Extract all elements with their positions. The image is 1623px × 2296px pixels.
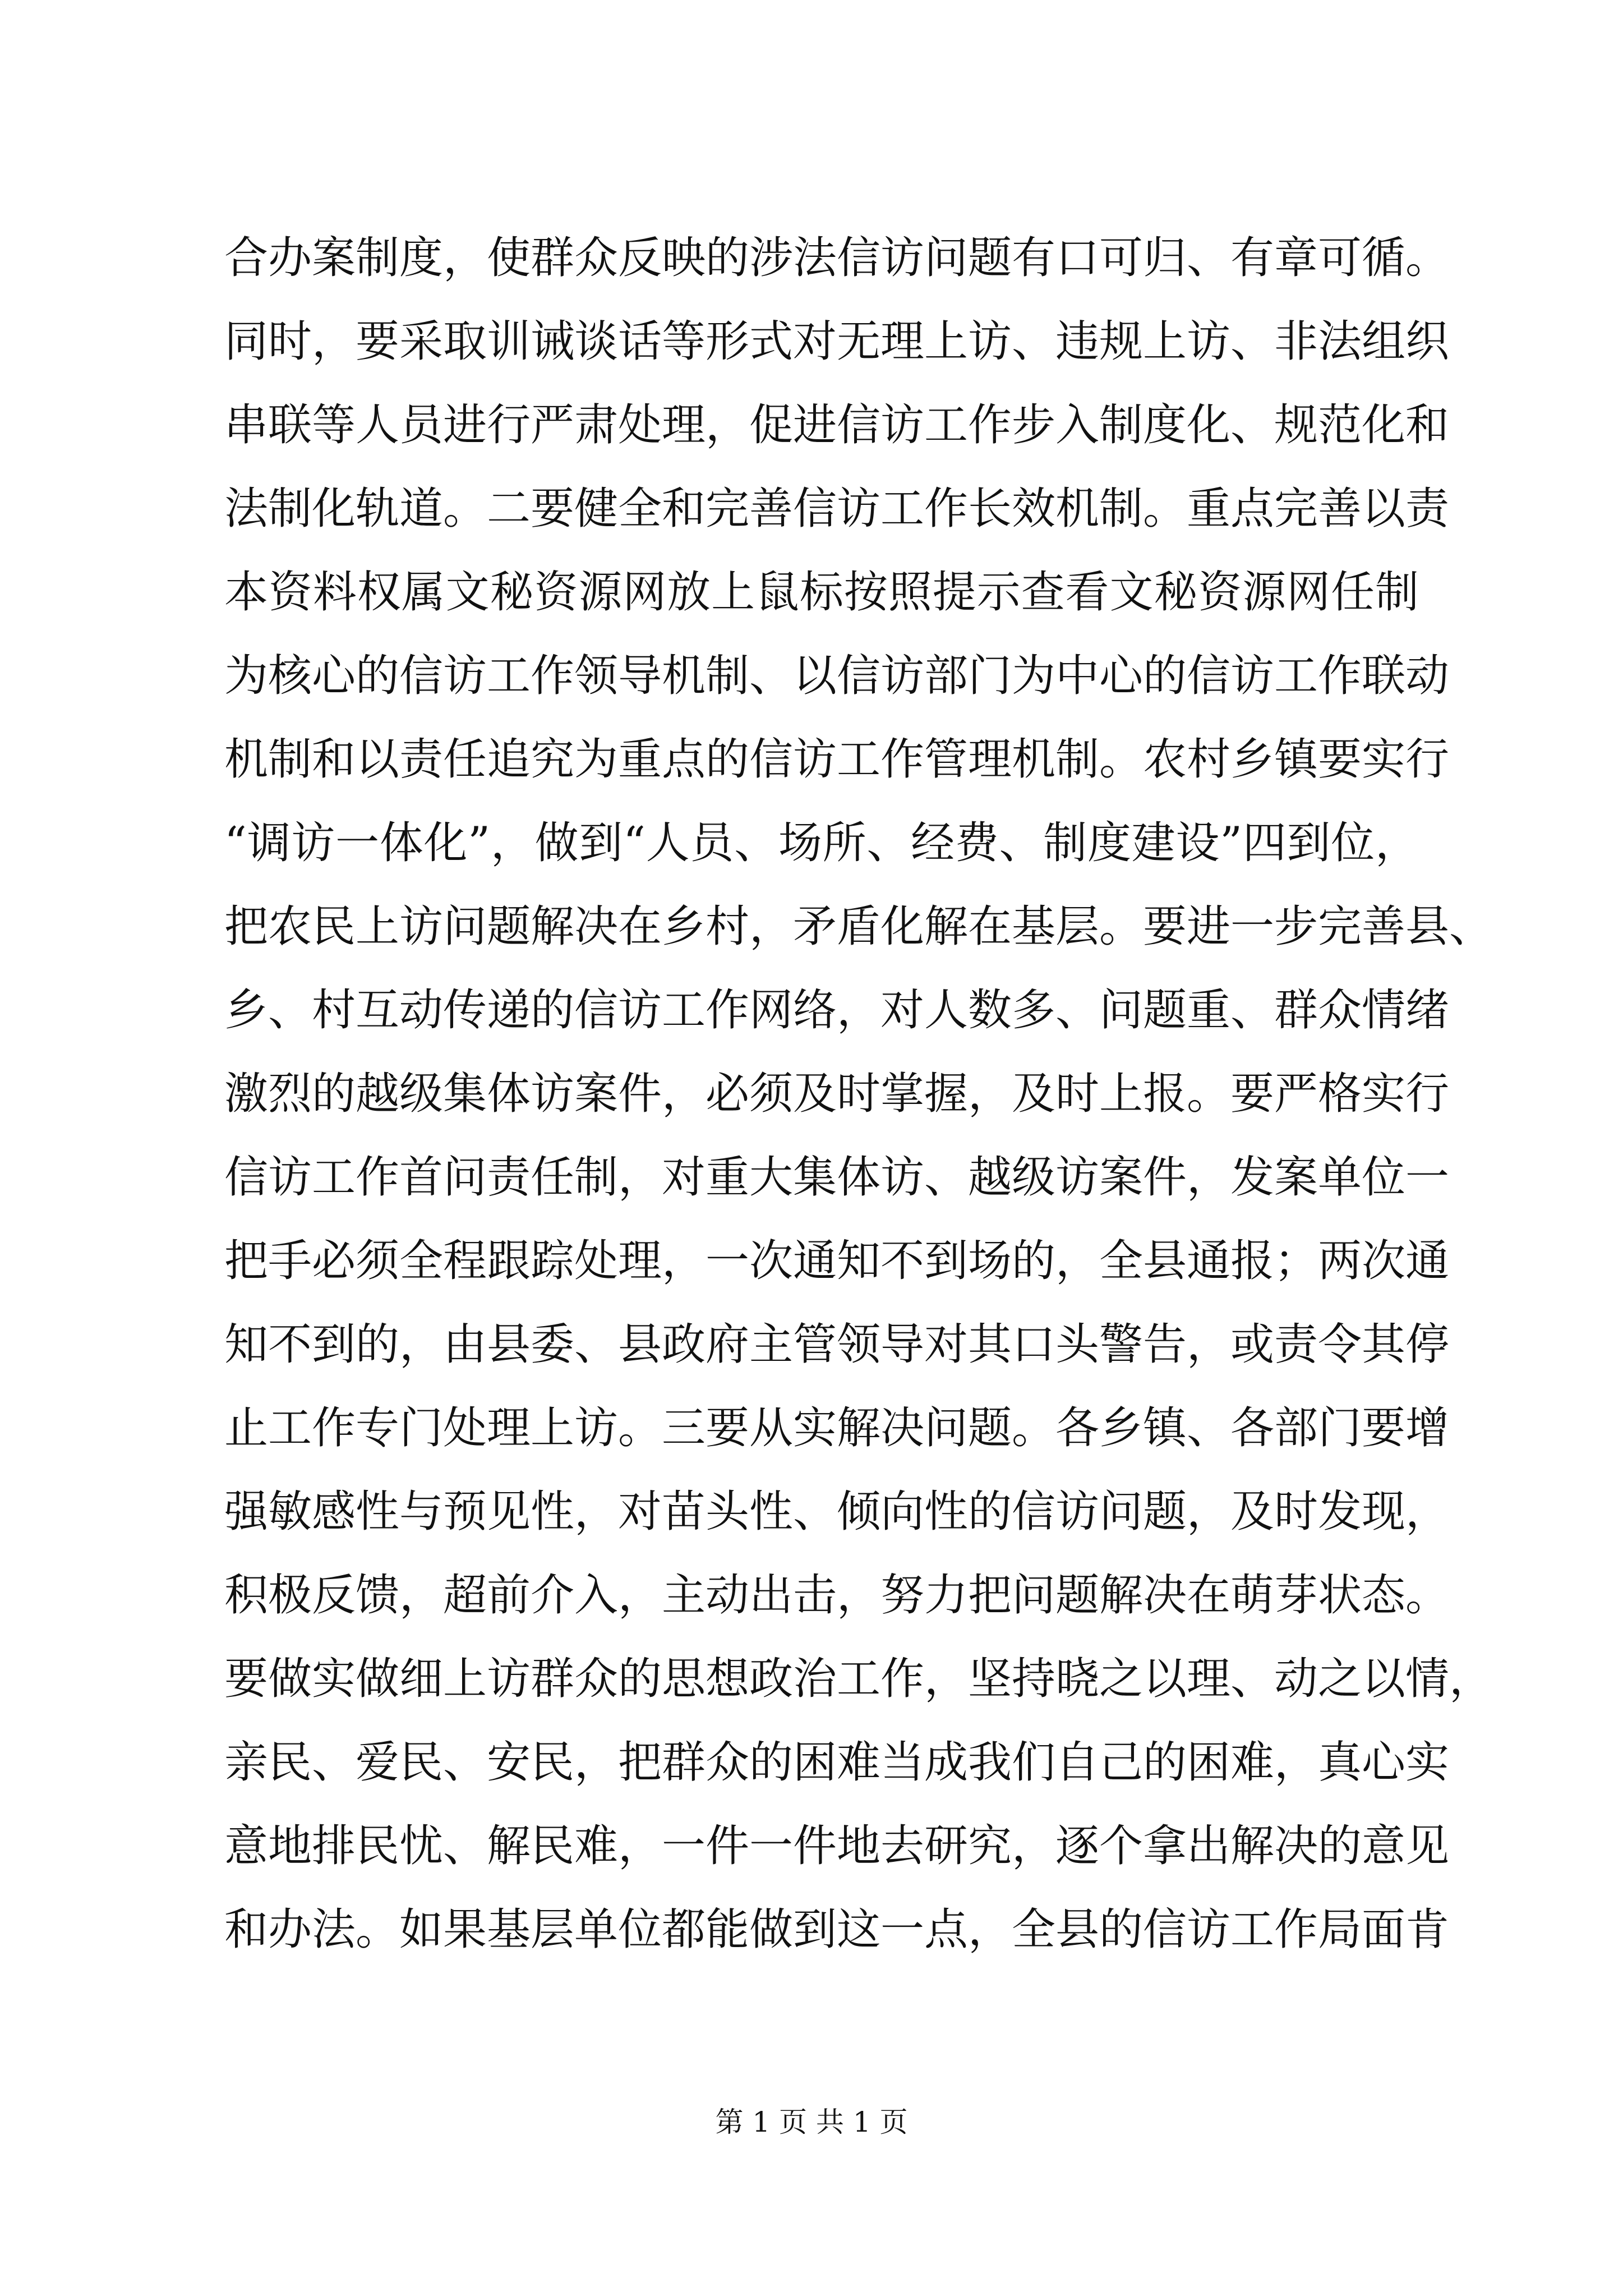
text-line: 和办法。如果基层单位都能做到这一点，全县的信访工作局面肯 [224,1904,1450,1955]
text-line: 亲民、爱民、安民，把群众的困难当成我们自己的困难，真心实 [224,1737,1450,1788]
text-line: 法制化轨道。二要健全和完善信访工作长效机制。重点完善以责 [224,484,1450,534]
text-line: 乡、村互动传递的信访工作网络，对人数多、问题重、群众情绪 [224,985,1450,1036]
page-footer: 第 1 页 共 1 页 [715,2106,908,2138]
text-line: 把农民上访问题解决在乡村，矛盾化解在基层。要进一步完善县、 [224,901,1493,952]
text-line: 积极反馈，超前介入，主动出击，努力把问题解决在萌芽状态。 [224,1570,1450,1621]
text-line: 为核心的信访工作领导机制、以信访部门为中心的信访工作联动 [224,651,1450,701]
body-text [224,217,1493,1972]
text-line: 知不到的，由县委、县政府主管领导对其口头警告，或责令其停 [224,1319,1450,1370]
text-line: 合办案制度，使群众反映的涉法信访问题有口可归、有章可循。 [224,233,1450,283]
text-line: 要做实做细上访群众的思想政治工作，坚持晓之以理、动之以情， [224,1654,1493,1704]
text-line: 意地排民忧、解民难，一件一件地去研究，逐个拿出解决的意见 [224,1821,1450,1871]
text-line: 止工作专门处理上访。三要从实解决问题。各乡镇、各部门要增 [224,1403,1450,1453]
text-line: 同时，要采取训诫谈话等形式对无理上访、违规上访、非法组织 [224,316,1450,367]
text-line: 强敏感性与预见性，对苗头性、倾向性的信访问题，及时发现， [224,1487,1450,1537]
text-line: 本资料权属文秘资源网放上鼠标按照提示查看文秘资源网任制 [224,567,1419,618]
text-line: 信访工作首问责任制，对重大集体访、越级访案件，发案单位一 [224,1152,1450,1203]
text-line: 机制和以责任追究为重点的信访工作管理机制。农村乡镇要实行 [224,734,1450,785]
text-line: 串联等人员进行严肃处理，促进信访工作步入制度化、规范化和 [224,400,1450,450]
text-line: “调访一体化”，做到“人员、场所、经费、制度建设”四到位， [224,818,1419,868]
text-line: 激烈的越级集体访案件，必须及时掌握，及时上报。要严格实行 [224,1069,1450,1119]
text-line: 把手必须全程跟踪处理，一次通知不到场的，全县通报；两次通 [224,1236,1450,1286]
